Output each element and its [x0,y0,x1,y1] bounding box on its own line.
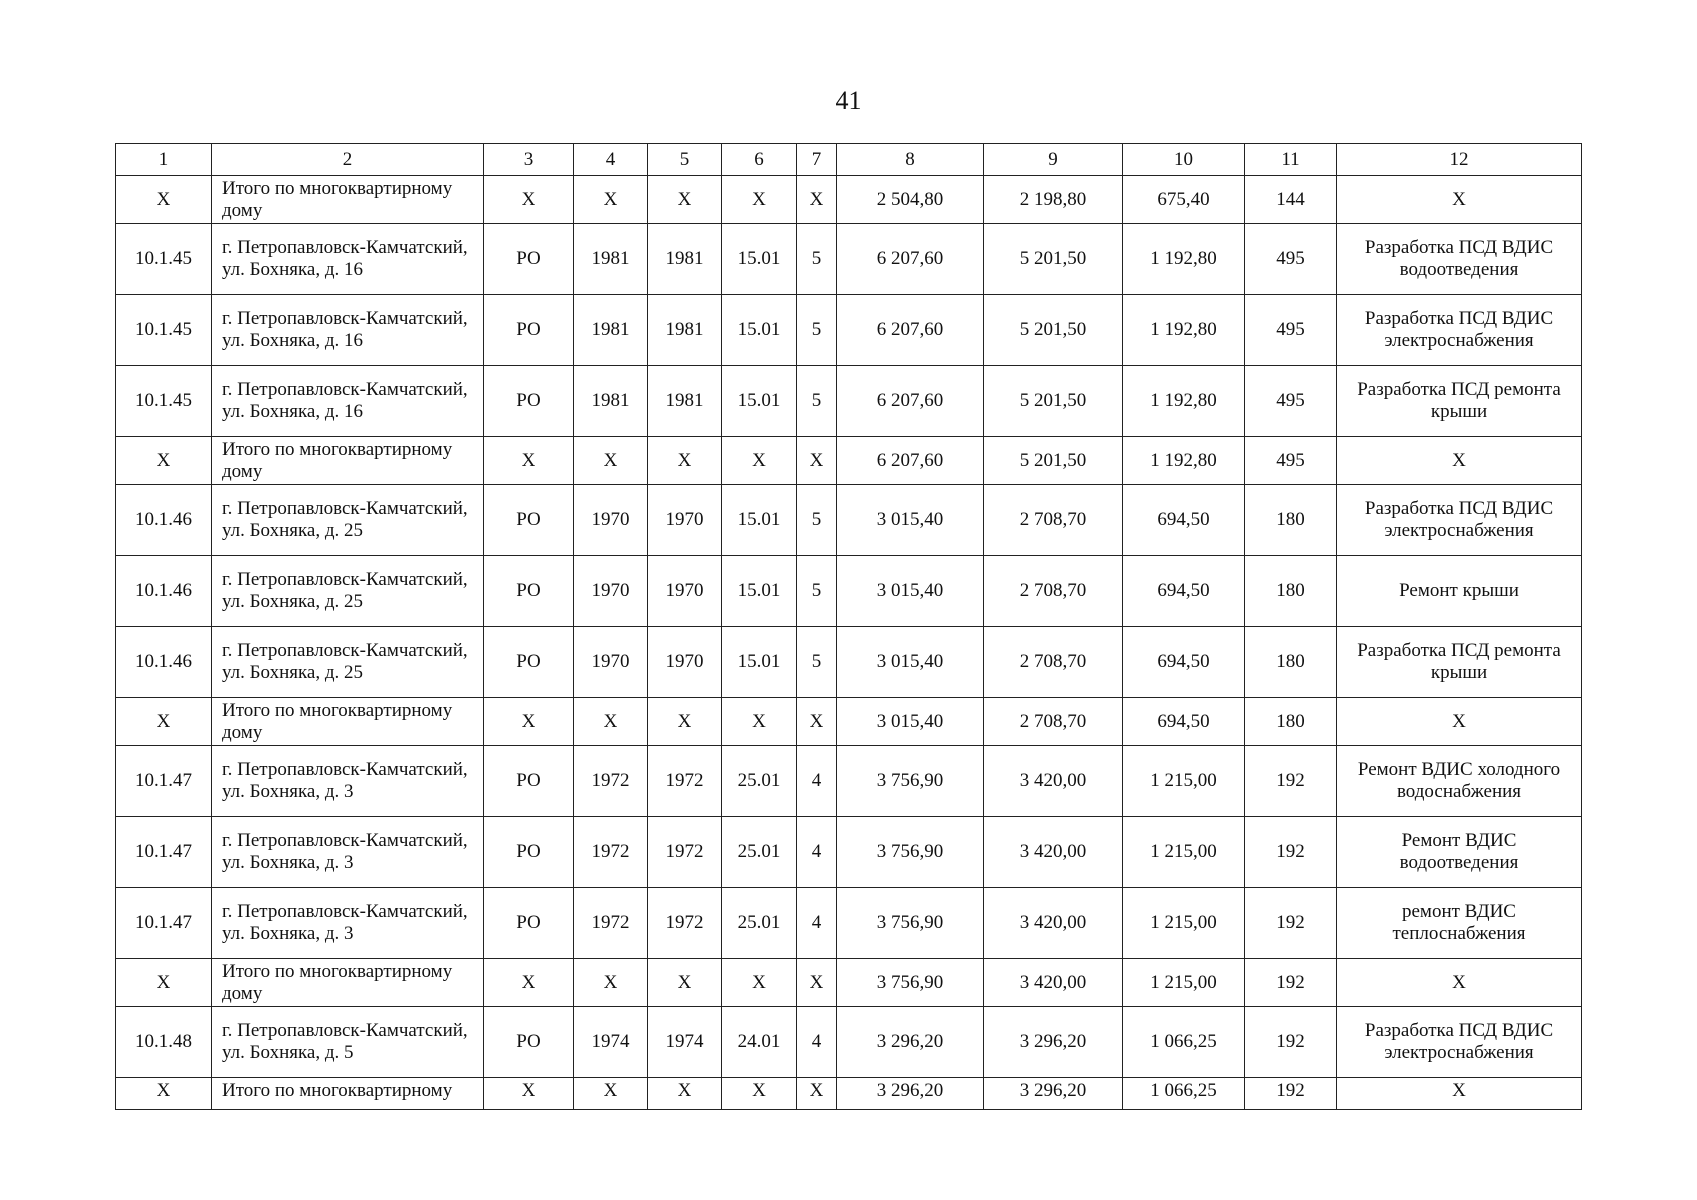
col-year-built: X [574,437,648,485]
col-method: X [484,698,574,746]
col-number: 10.1.48 [116,1007,212,1078]
col-address: г. Петропавловск-Камчатский, ул. Бохняка, д. 3 [212,888,484,959]
col-total-area: 6 207,60 [837,437,984,485]
column-header-3: 3 [484,144,574,176]
col-floors: X [797,698,837,746]
col-total-area: 6 207,60 [837,295,984,366]
col-residential-area: 2 708,70 [984,485,1123,556]
col-work-type: Ремонт ВДИС холодного водоснабжения [1337,746,1582,817]
col-year-built: 1974 [574,1007,648,1078]
table-row [116,556,1582,627]
col-residential-area: 2 198,80 [984,176,1123,224]
col-floors: X [797,1078,837,1110]
col-method: РО [484,888,574,959]
col-floors: 4 [797,888,837,959]
col-year-built: 1972 [574,746,648,817]
col-common-area: 1 066,25 [1123,1078,1245,1110]
col-work-type: X [1337,1078,1582,1110]
col-total-area: 3 015,40 [837,485,984,556]
column-header-2: 2 [212,144,484,176]
col-total-area: 3 756,90 [837,746,984,817]
col-year-commission: 1970 [648,485,722,556]
col-total-area: 3 756,90 [837,959,984,1007]
col-total-area: 6 207,60 [837,366,984,437]
column-header-5: 5 [648,144,722,176]
col-floors: 5 [797,556,837,627]
col-year-built: X [574,176,648,224]
col-year-built: 1970 [574,485,648,556]
col-number: 10.1.47 [116,888,212,959]
col-method: X [484,959,574,1007]
table-row [116,224,1582,295]
col-year-built: 1972 [574,817,648,888]
col-method: РО [484,746,574,817]
col-number: X [116,176,212,224]
col-year-commission: 1974 [648,1007,722,1078]
table-row-total [116,1078,1582,1110]
col-residents: 180 [1245,698,1337,746]
col-residents: 192 [1245,817,1337,888]
col-method: X [484,176,574,224]
column-header-11: 11 [1245,144,1337,176]
col-wall-material: 25.01 [722,888,797,959]
col-year-built: X [574,698,648,746]
col-residents: 192 [1245,888,1337,959]
col-total-area: 3 015,40 [837,698,984,746]
col-address: г. Петропавловск-Камчатский, ул. Бохняка, д. 25 [212,485,484,556]
housing-register-table [115,143,1582,1110]
col-residential-area: 5 201,50 [984,224,1123,295]
col-method: РО [484,366,574,437]
col-wall-material: X [722,959,797,1007]
col-work-type: Разработка ПСД ремонта крыши [1337,366,1582,437]
col-wall-material: 25.01 [722,817,797,888]
col-residents: 180 [1245,627,1337,698]
col-wall-material: 15.01 [722,627,797,698]
col-wall-material: X [722,176,797,224]
col-residential-area: 3 420,00 [984,888,1123,959]
col-number: 10.1.46 [116,485,212,556]
col-year-commission: 1981 [648,295,722,366]
col-wall-material: X [722,1078,797,1110]
col-residential-area: 3 296,20 [984,1007,1123,1078]
col-total-area: 3 015,40 [837,556,984,627]
col-total-area: 2 504,80 [837,176,984,224]
col-common-area: 694,50 [1123,485,1245,556]
col-work-type: X [1337,959,1582,1007]
table-body [116,144,1582,1110]
column-header-7: 7 [797,144,837,176]
col-method: X [484,1078,574,1110]
col-common-area: 1 215,00 [1123,888,1245,959]
col-common-area: 1 192,80 [1123,295,1245,366]
col-number: 10.1.45 [116,295,212,366]
col-address: г. Петропавловск-Камчатский, ул. Бохняка, д. 25 [212,627,484,698]
col-total-area: 6 207,60 [837,224,984,295]
col-residents: 192 [1245,959,1337,1007]
col-year-commission: X [648,959,722,1007]
table-row-total [116,176,1582,224]
col-address: г. Петропавловск-Камчатский, ул. Бохняка, д. 16 [212,295,484,366]
col-total-area: 3 015,40 [837,627,984,698]
table-row-total [116,437,1582,485]
col-method: РО [484,485,574,556]
col-wall-material: 15.01 [722,485,797,556]
col-residents: 495 [1245,366,1337,437]
col-floors: 4 [797,1007,837,1078]
col-common-area: 1 192,80 [1123,366,1245,437]
col-method: РО [484,627,574,698]
col-address: г. Петропавловск-Камчатский, ул. Бохняка, д. 25 [212,556,484,627]
col-wall-material: 15.01 [722,295,797,366]
col-total-area: 3 296,20 [837,1007,984,1078]
col-total-area: 3 756,90 [837,888,984,959]
col-wall-material: 15.01 [722,366,797,437]
col-floors: X [797,959,837,1007]
col-year-commission: 1972 [648,746,722,817]
col-work-type: Разработка ПСД ВДИС электроснабжения [1337,295,1582,366]
col-year-commission: 1970 [648,556,722,627]
column-header-8: 8 [837,144,984,176]
col-residents: 192 [1245,1078,1337,1110]
col-residential-area: 2 708,70 [984,698,1123,746]
col-common-area: 694,50 [1123,627,1245,698]
col-number: X [116,1078,212,1110]
table-row [116,746,1582,817]
col-work-type: X [1337,176,1582,224]
col-address: Итого по многоквартирному [212,1078,484,1110]
col-year-commission: X [648,1078,722,1110]
column-header-6: 6 [722,144,797,176]
table-row [116,888,1582,959]
table-row-total [116,959,1582,1007]
col-common-area: 1 192,80 [1123,437,1245,485]
col-residents: 180 [1245,485,1337,556]
col-address: г. Петропавловск-Камчатский, ул. Бохняка, д. 16 [212,366,484,437]
col-address: г. Петропавловск-Камчатский, ул. Бохняка, д. 3 [212,817,484,888]
col-work-type: Разработка ПСД ремонта крыши [1337,627,1582,698]
col-floors: 5 [797,295,837,366]
column-header-9: 9 [984,144,1123,176]
column-header-12: 12 [1337,144,1582,176]
col-floors: X [797,176,837,224]
col-address: Итого по многоквартирному дому [212,176,484,224]
col-residential-area: 2 708,70 [984,556,1123,627]
col-number: 10.1.47 [116,817,212,888]
col-residents: 495 [1245,437,1337,485]
col-year-built: 1981 [574,224,648,295]
col-common-area: 1 066,25 [1123,1007,1245,1078]
table-row [116,485,1582,556]
col-total-area: 3 756,90 [837,817,984,888]
page-number: 41 [835,86,862,115]
col-work-type: X [1337,437,1582,485]
col-year-built: 1981 [574,295,648,366]
col-address: Итого по многоквартирному дому [212,959,484,1007]
col-residential-area: 5 201,50 [984,437,1123,485]
col-number: 10.1.46 [116,627,212,698]
col-common-area: 1 192,80 [1123,224,1245,295]
col-year-built: X [574,959,648,1007]
col-year-commission: X [648,176,722,224]
col-work-type: Ремонт крыши [1337,556,1582,627]
col-wall-material: X [722,437,797,485]
table-row [116,627,1582,698]
col-residents: 192 [1245,1007,1337,1078]
col-number: X [116,437,212,485]
col-year-built: 1981 [574,366,648,437]
col-floors: 5 [797,627,837,698]
col-wall-material: 15.01 [722,224,797,295]
col-year-commission: X [648,698,722,746]
col-address: Итого по многоквартирному дому [212,698,484,746]
col-method: РО [484,295,574,366]
col-common-area: 694,50 [1123,698,1245,746]
col-year-commission: 1970 [648,627,722,698]
col-number: X [116,698,212,746]
col-number: X [116,959,212,1007]
col-common-area: 675,40 [1123,176,1245,224]
col-residential-area: 5 201,50 [984,295,1123,366]
col-address: Итого по многоквартирному дому [212,437,484,485]
col-year-commission: 1981 [648,224,722,295]
col-floors: 4 [797,746,837,817]
col-year-built: 1970 [574,627,648,698]
col-residents: 180 [1245,556,1337,627]
col-method: РО [484,224,574,295]
col-residents: 495 [1245,224,1337,295]
col-wall-material: 15.01 [722,556,797,627]
col-residential-area: 5 201,50 [984,366,1123,437]
col-year-commission: 1972 [648,888,722,959]
col-method: РО [484,556,574,627]
col-common-area: 1 215,00 [1123,959,1245,1007]
col-work-type: X [1337,698,1582,746]
col-year-commission: 1981 [648,366,722,437]
table-row [116,1007,1582,1078]
table-row [116,817,1582,888]
table-row [116,295,1582,366]
col-residential-area: 3 420,00 [984,959,1123,1007]
col-wall-material: 25.01 [722,746,797,817]
col-work-type: Ремонт ВДИС водоотведения [1337,817,1582,888]
col-number: 10.1.45 [116,224,212,295]
col-address: г. Петропавловск-Камчатский, ул. Бохняка, д. 3 [212,746,484,817]
col-work-type: ремонт ВДИС теплоснабжения [1337,888,1582,959]
col-work-type: Разработка ПСД ВДИС электроснабжения [1337,485,1582,556]
col-method: X [484,437,574,485]
column-header-1: 1 [116,144,212,176]
col-work-type: Разработка ПСД ВДИС водоотведения [1337,224,1582,295]
col-year-commission: X [648,437,722,485]
col-residents: 144 [1245,176,1337,224]
col-number: 10.1.46 [116,556,212,627]
col-year-built: X [574,1078,648,1110]
col-common-area: 1 215,00 [1123,817,1245,888]
col-residents: 495 [1245,295,1337,366]
col-residential-area: 3 420,00 [984,746,1123,817]
col-address: г. Петропавловск-Камчатский, ул. Бохняка, д. 5 [212,1007,484,1078]
col-number: 10.1.45 [116,366,212,437]
col-year-built: 1972 [574,888,648,959]
col-wall-material: X [722,698,797,746]
header-row [116,144,1582,176]
col-wall-material: 24.01 [722,1007,797,1078]
col-address: г. Петропавловск-Камчатский, ул. Бохняка, д. 16 [212,224,484,295]
col-common-area: 694,50 [1123,556,1245,627]
column-header-4: 4 [574,144,648,176]
col-year-built: 1970 [574,556,648,627]
col-number: 10.1.47 [116,746,212,817]
col-year-commission: 1972 [648,817,722,888]
table-row-total [116,698,1582,746]
col-floors: 5 [797,224,837,295]
col-total-area: 3 296,20 [837,1078,984,1110]
col-method: РО [484,1007,574,1078]
col-floors: X [797,437,837,485]
col-floors: 5 [797,366,837,437]
col-residential-area: 3 420,00 [984,817,1123,888]
column-header-10: 10 [1123,144,1245,176]
col-residential-area: 2 708,70 [984,627,1123,698]
col-residential-area: 3 296,20 [984,1078,1123,1110]
col-method: РО [484,817,574,888]
col-floors: 5 [797,485,837,556]
col-residents: 192 [1245,746,1337,817]
table-row [116,366,1582,437]
col-common-area: 1 215,00 [1123,746,1245,817]
col-floors: 4 [797,817,837,888]
col-work-type: Разработка ПСД ВДИС электроснабжения [1337,1007,1582,1078]
